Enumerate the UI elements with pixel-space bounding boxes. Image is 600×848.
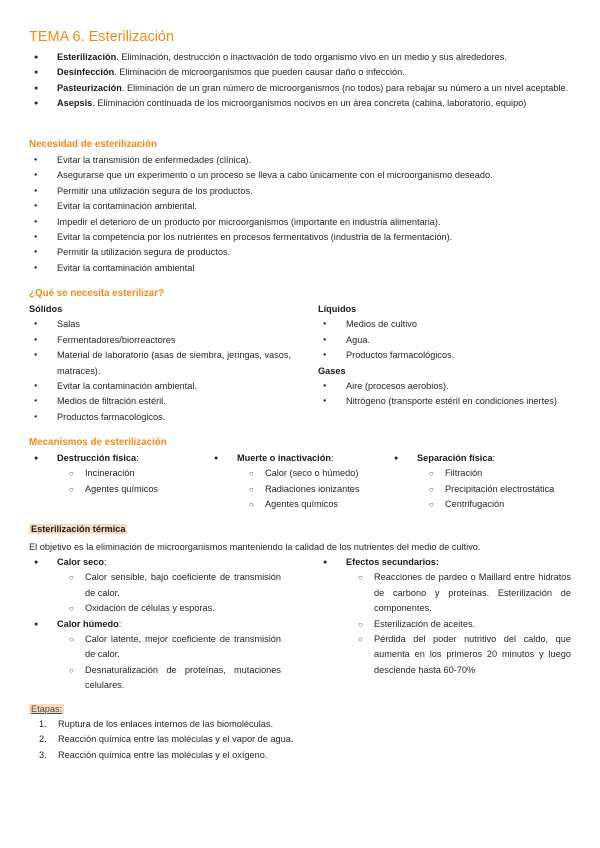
list-item: ● Salas xyxy=(29,317,291,332)
liquidos-label: Líquidos xyxy=(318,304,357,314)
mecanismo-label: Muerte o inactivación xyxy=(237,453,331,463)
efectos-label: Efectos secundarios: xyxy=(346,557,439,567)
section-heading-necesidad: Necesidad de esterilización xyxy=(29,139,157,150)
solidos-list xyxy=(29,317,291,425)
list-item: ● Medios de filtración estéril. xyxy=(29,394,291,409)
solidos-column xyxy=(29,302,291,425)
list-item: ○ Desnaturalización de proteínas, mutaciones celulares. xyxy=(57,663,281,694)
list-item: ○ Calor sensible, bajo coeficiente de transmisión de calor. xyxy=(57,570,281,601)
list-item: ● Impedir el deterioro de un producto por microorganismos (importante en industria alimentaria). xyxy=(29,215,569,230)
list-item: ○ Esterilización de aceites. xyxy=(346,617,571,632)
list-item: ● Productos farmacológicos. xyxy=(29,410,291,425)
definition-item: ● Pasteurización. Eliminación de un gran número de microorganismos (no todos) para rebajar su número a un nivel aceptable. xyxy=(29,81,569,96)
calor-humedo-label: Calor húmedo xyxy=(57,618,119,629)
list-item: ○ Filtración xyxy=(417,466,574,481)
etapas-list xyxy=(29,717,569,763)
list-item: ○ Centrifugación xyxy=(417,497,574,512)
etapas-label: Etapas: xyxy=(31,704,63,714)
mecanismo-label: Destrucción física xyxy=(57,453,137,463)
liquidos-list xyxy=(318,317,571,363)
gases-label: Gases xyxy=(318,365,346,376)
liquidos-gases-column xyxy=(318,302,571,410)
definition-item: ● Asepsis. Eliminación continuada de los microorganismos nocivos en un área concreta (cabina, laboratorio, equipo) xyxy=(29,96,569,111)
list-item: ● Evitar la contaminación ambiental. xyxy=(29,379,291,394)
necesidad-list xyxy=(29,153,569,276)
list-item: 1. Ruptura de los enlaces internos de las biomoléculas. xyxy=(39,719,274,729)
list-item: ● Medios de cultivo xyxy=(318,317,571,332)
list-item: ○ Calor latente, mejor coeficiente de transmisión de calor. xyxy=(57,632,281,663)
list-item: ● Productos farmacológicos. xyxy=(318,348,571,363)
list-item: ● Asegurarse que un experimento o un proceso se lleva a cabo únicamente con el microorganismo deseado. xyxy=(29,168,569,183)
list-item: ○ Precipitación electrostática xyxy=(417,482,574,497)
termica-intro: El objetivo es la eliminación de microorganismos manteniendo la calidad de los nutrientes del medio de cultivo. xyxy=(29,542,481,552)
list-item: ● Evitar la competencia por los nutrientes en procesos fermentativos (industria de la fermentación). xyxy=(29,230,569,245)
list-item: ● Permitir la utilización segura de productos. xyxy=(29,245,569,260)
list-item: ○ Oxidación de células y esporas. xyxy=(57,601,281,616)
list-item: ○ Pérdida del poder nutritivo del caldo, que aumenta en los primeros 20 minutos y luego desciende hasta 60-70% xyxy=(346,632,571,678)
mecanismo-label: Separación física xyxy=(417,453,493,463)
mecanismo-column: ● Destrucción física: ○ Incineración ○ Agentes químicos xyxy=(29,451,209,497)
list-item: ● Evitar la transmisión de enfermedades (clínica). xyxy=(29,153,569,168)
list-item: ● Evitar la contaminación ambiental xyxy=(29,261,569,276)
section-heading-termica: Esterilización térmica xyxy=(31,524,126,534)
mecanismo-column: ● Muerte o inactivación: ○ Calor (seco o húmedo) ○ Radiaciones ionizantes ○ Agentes químicos xyxy=(209,451,389,513)
list-item: ○ Radiaciones ionizantes xyxy=(237,482,389,497)
definition-item: ● Desinfección. Eliminación de microorganismos que pueden causar daño o infección. xyxy=(29,65,569,80)
definition-item: ● Esterilización. Eliminación, destrucción o inactivación de todo organismo vivo en un medio y sus alrededores. xyxy=(29,50,569,65)
definitions-list xyxy=(29,50,569,112)
list-item: ● Fermentadores/biorreactores xyxy=(29,333,291,348)
list-item: ○ Incineración xyxy=(57,466,209,481)
calor-seco-label: Calor seco xyxy=(57,557,104,567)
calor-column: ● Calor seco: ○ Calor sensible, bajo coeficiente de transmisión de calor. ○ Oxidación de células y esporas. ● Calor húmedo: ○ Calor latente, mejor coeficiente de transmisión de calor. ○ Desnaturalización de proteínas, mutaciones celulares. xyxy=(29,555,281,694)
efectos-column xyxy=(318,555,571,678)
list-item: ● Evitar la contaminación ambiental. xyxy=(29,199,569,214)
list-item: ● Nitrógeno (transporte estéril en condiciones inertes) xyxy=(318,394,571,409)
list-item: ● Material de laboratorio (asas de siembra, jeringas, vasos, matraces). xyxy=(29,348,291,379)
list-item: ○ Agentes químicos xyxy=(57,482,209,497)
list-item: ● Agua. xyxy=(318,333,571,348)
mecanismo-column: ● Separación física: ○ Filtración ○ Precipitación electrostática ○ Centrifugación xyxy=(389,451,574,513)
list-item: 2. Reacción química entre las moléculas y el vapor de agua. xyxy=(39,734,294,745)
gases-list xyxy=(318,379,571,410)
list-item: ○ Calor (seco o húmedo) xyxy=(237,466,389,481)
list-item: ● Aire (procesos aerobios). xyxy=(318,379,571,394)
list-item: ● Permitir una utilización segura de los productos. xyxy=(29,184,569,199)
list-item: ○ Reacciones de pardeo o Maillard entre hidratos de carbono y proteínas. Esterilización de componentes. xyxy=(346,570,571,616)
section-heading-mecanismos: Mecanismos de esterilización xyxy=(29,437,167,448)
section-heading-que: ¿Qué se necesita esterilizar? xyxy=(29,288,165,299)
list-item: ○ Agentes químicos xyxy=(237,497,389,512)
list-item: 3. Reacción química entre las moléculas y el oxígeno. xyxy=(39,749,268,760)
solidos-label: Sólidos xyxy=(29,304,63,314)
page-title: TEMA 6. Esterilización xyxy=(29,29,175,45)
